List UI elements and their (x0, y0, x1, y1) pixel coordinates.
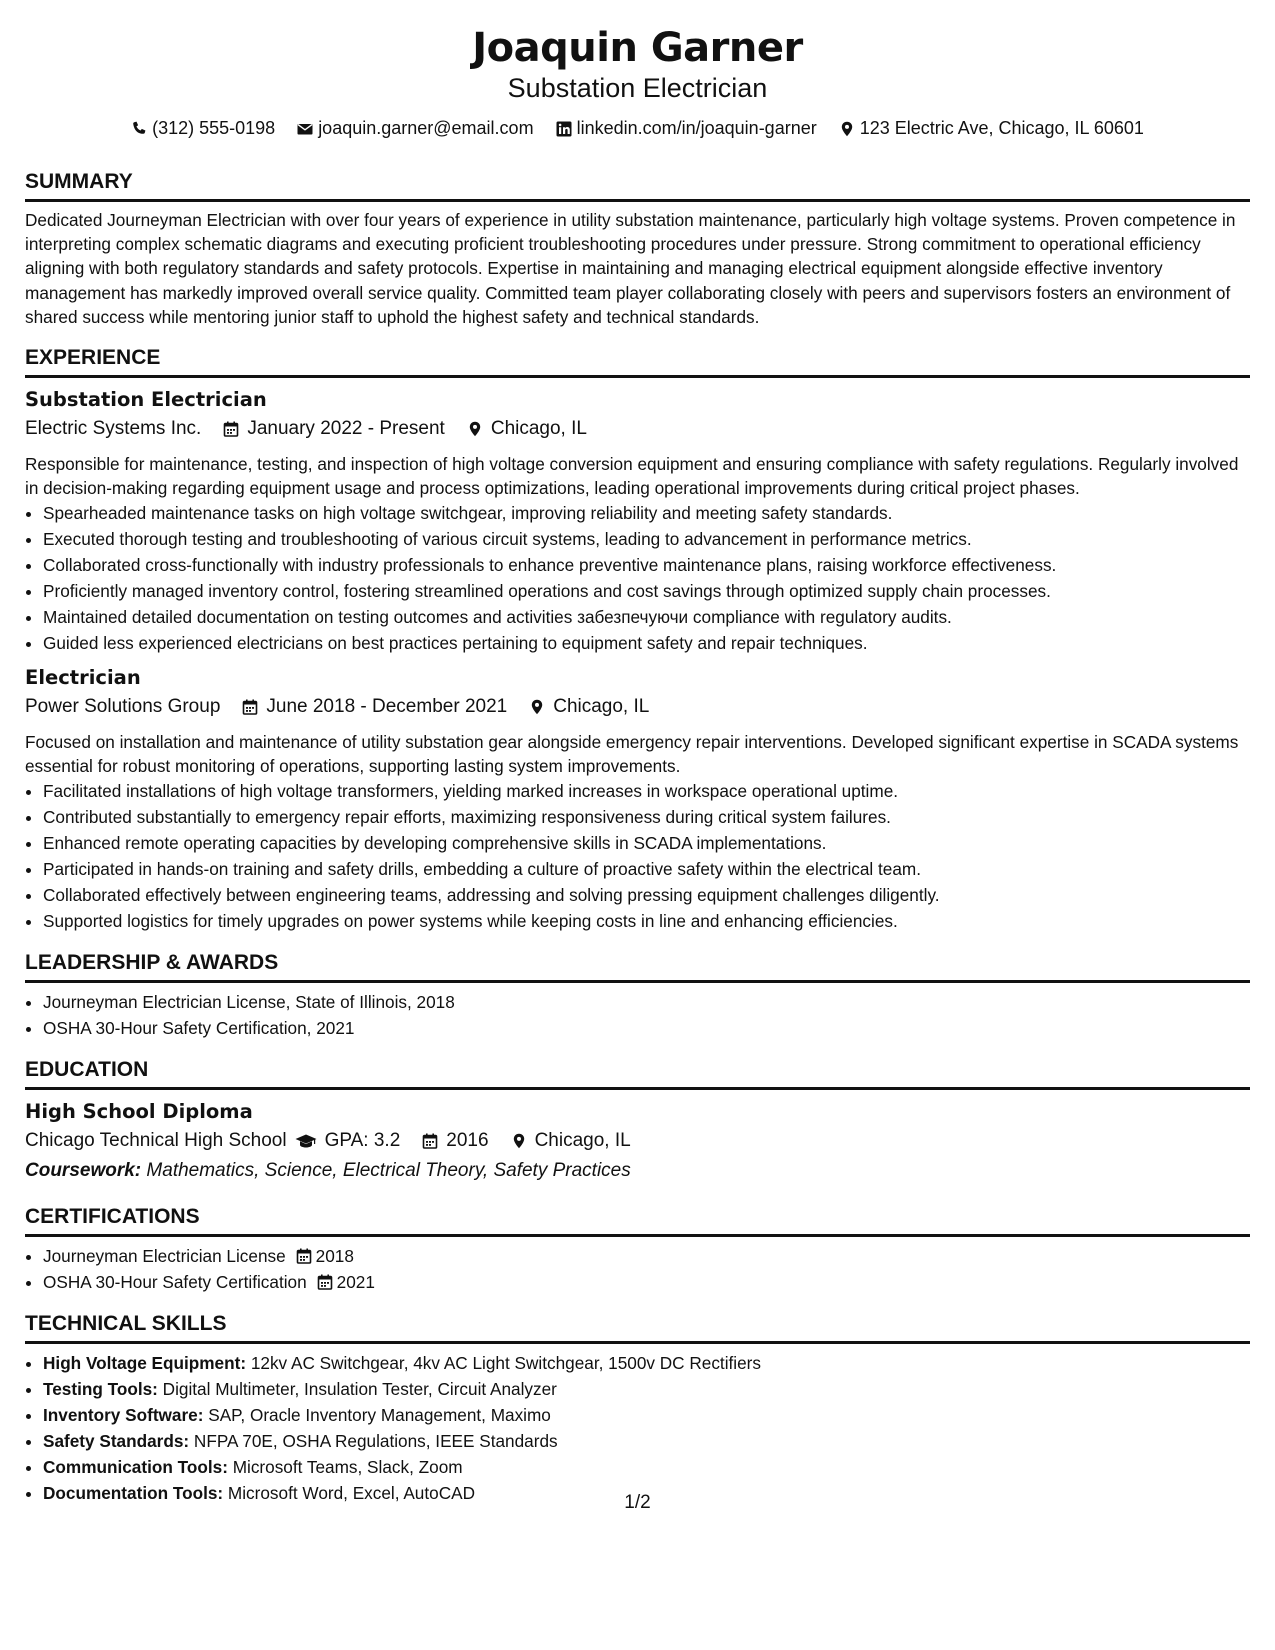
skill-value: Digital Multimeter, Insulation Tester, Circuit Analyzer (162, 1379, 557, 1400)
skill-value: Microsoft Teams, Slack, Zoom (232, 1457, 463, 1478)
certifications-list (25, 1243, 1250, 1295)
job-bullets (25, 500, 1250, 656)
leadership-list (25, 989, 1250, 1041)
list-item: • Contributed substantially to emergency repair efforts, maximizing responsiveness during critical system failures. (43, 804, 1250, 830)
phone-text: (312) 555-0198 (152, 118, 276, 138)
list-item: • Journeyman Electrician License, State of Illinois, 2018 (43, 989, 1250, 1015)
skill-label: Testing Tools: (43, 1379, 158, 1400)
resume-header (25, 24, 1250, 139)
job-location: Chicago, IL (553, 696, 650, 718)
phone-icon (131, 121, 147, 137)
list-item: • Participated in hands-on training and safety drills, embedding a culture of proactive safety within the electrical team. (43, 856, 1250, 882)
email-text: joaquin.garner@email.com (318, 118, 534, 138)
list-item: • Supported logistics for timely upgrades on power systems while keeping costs in line and enhancing efficiencies. (43, 908, 1250, 934)
resume-page (25, 0, 1250, 1506)
company-name: Power Solutions Group (25, 696, 221, 718)
list-item (43, 1454, 1250, 1480)
candidate-name: Joaquin Garner (472, 25, 803, 71)
education-meta (25, 1126, 1250, 1156)
contact-phone[interactable] (131, 118, 275, 139)
summary-section (25, 169, 1250, 329)
map-pin-icon (467, 421, 483, 437)
skill-value: Microsoft Word, Excel, AutoCAD (227, 1483, 475, 1504)
cert-year: 2021 (336, 1272, 375, 1293)
coursework-line (25, 1156, 1250, 1186)
contact-email[interactable] (297, 118, 533, 139)
skill-value: SAP, Oracle Inventory Management, Maximo (208, 1405, 551, 1426)
graduation-cap-icon (295, 1133, 317, 1149)
school-name: Chicago Technical High School (25, 1130, 287, 1152)
skills-list (25, 1350, 1250, 1506)
job-bullets (25, 778, 1250, 934)
map-pin-icon (529, 699, 545, 715)
page-number: 1/2 (624, 1492, 651, 1513)
linkedin-icon (556, 121, 572, 137)
skills-section (25, 1311, 1250, 1506)
cert-name: • Journeyman Electrician License (43, 1246, 286, 1267)
list-item: • Executed thorough testing and troubleshooting of various circuit systems, leading to advancement in performance metrics. (43, 526, 1250, 552)
education-section (25, 1057, 1250, 1186)
experience-heading: EXPERIENCE (25, 345, 1250, 378)
list-item (43, 1402, 1250, 1428)
experience-section (25, 345, 1250, 934)
skill-label: Safety Standards: (43, 1431, 190, 1452)
company-name: Electric Systems Inc. (25, 418, 202, 440)
list-item: • Proficiently managed inventory control, fostering streamlined operations and cost savings through optimized supply chain processes. (43, 578, 1250, 604)
list-item: • Collaborated effectively between engineering teams, addressing and solving pressing equipment challenges diligently. (43, 882, 1250, 908)
job-title: Substation Electrician (25, 388, 267, 412)
map-pin-icon (511, 1133, 527, 1149)
leadership-section (25, 950, 1250, 1041)
job-meta (25, 692, 1250, 722)
job-dates: January 2022 - Present (247, 418, 445, 440)
job-entry (25, 664, 1250, 934)
list-item: • Collaborated cross-functionally with industry professionals to enhance preventive maintenance plans, raising workforce effectiveness. (43, 552, 1250, 578)
certifications-heading: CERTIFICATIONS (25, 1204, 1250, 1237)
job-dates: June 2018 - December 2021 (266, 696, 508, 718)
coursework-text: Mathematics, Science, Electrical Theory, Safety Practices (146, 1160, 631, 1182)
cert-name: • OSHA 30-Hour Safety Certification (43, 1272, 307, 1293)
envelope-icon (297, 121, 313, 137)
leadership-heading: LEADERSHIP & AWARDS (25, 950, 1250, 983)
list-item (43, 1376, 1250, 1402)
job-location: Chicago, IL (490, 418, 587, 440)
list-item: • OSHA 30-Hour Safety Certification, 2021 (43, 1015, 1250, 1041)
cert-year: 2018 (315, 1246, 354, 1267)
contact-address (839, 118, 1144, 139)
map-pin-icon (839, 121, 855, 137)
candidate-title: Substation Electrician (507, 73, 768, 103)
education-heading: EDUCATION (25, 1057, 1250, 1090)
list-item (43, 1350, 1250, 1376)
job-description: Focused on installation and maintenance of utility substation gear alongside emergency repair interventions. Developed significant expertise in SCADA systems essential for robust monitoring of operations, supporting lasting system improvements. (25, 732, 1239, 777)
list-item: • Enhanced remote operating capacities by developing comprehensive skills in SCADA implementations. (43, 830, 1250, 856)
calendar-icon (242, 699, 258, 715)
certifications-section (25, 1204, 1250, 1295)
list-item (43, 1428, 1250, 1454)
skill-value: NFPA 70E, OSHA Regulations, IEEE Standards (193, 1431, 558, 1452)
list-item: • Maintained detailed documentation on testing outcomes and activities забезпечуючи compliance with regulatory audits. (43, 604, 1250, 630)
skills-heading: TECHNICAL SKILLS (25, 1311, 1250, 1344)
degree-title: High School Diploma (25, 1100, 253, 1124)
gpa-text: GPA: 3.2 (324, 1130, 401, 1152)
calendar-icon (422, 1133, 438, 1149)
skill-label: Inventory Software: (43, 1405, 204, 1426)
skill-label: High Voltage Equipment: (43, 1353, 247, 1374)
contact-bar (25, 118, 1250, 139)
summary-heading: SUMMARY (25, 169, 1250, 202)
graduation-year: 2016 (446, 1130, 489, 1152)
list-item: • Guided less experienced electricians on best practices pertaining to equipment safety and repair techniques. (43, 630, 1250, 656)
contact-linkedin[interactable] (556, 118, 817, 139)
coursework-label: Coursework: (25, 1160, 142, 1182)
school-location: Chicago, IL (534, 1130, 631, 1152)
calendar-icon (317, 1274, 333, 1290)
summary-text: Dedicated Journeyman Electrician with over four years of experience in utility substation maintenance, particularly high voltage systems. Proven competence in interpreting complex schematic diagrams and executing proficient troubleshooting procedures under pressure. Strong commitment to operational efficiency aligning with both regulatory standards and safety protocols. Expertise in maintaining and managing electrical equipment alongside effective inventory management has markedly improved overall service quality. Committed team player collaborating closely with peers and supervisors fosters an environment of shared success while mentoring junior staff to uphold the highest safety and technical standards. (25, 210, 1236, 327)
calendar-icon (223, 421, 239, 437)
list-item: • Facilitated installations of high voltage transformers, yielding marked increases in workspace operational uptime. (43, 778, 1250, 804)
address-text: 123 Electric Ave, Chicago, IL 60601 (859, 118, 1144, 138)
job-meta (25, 414, 1250, 444)
job-description: Responsible for maintenance, testing, and inspection of high voltage conversion equipment and ensuring compliance with safety regulations. Regularly involved in decision-making regarding equipment usage and process optimizations, leading operational improvements during critical project phases. (25, 454, 1239, 499)
skill-value: 12kv AC Switchgear, 4kv AC Light Switchgear, 1500v DC Rectifiers (250, 1353, 761, 1374)
list-item (43, 1243, 1250, 1269)
list-item: • Spearheaded maintenance tasks on high voltage switchgear, improving reliability and meeting safety standards. (43, 500, 1250, 526)
job-title: Electrician (25, 666, 141, 690)
calendar-icon (296, 1248, 312, 1264)
skill-label: Documentation Tools: (43, 1483, 224, 1504)
job-entry (25, 386, 1250, 656)
skill-label: Communication Tools: (43, 1457, 228, 1478)
linkedin-text: linkedin.com/in/joaquin-garner (576, 118, 817, 138)
list-item (43, 1269, 1250, 1295)
